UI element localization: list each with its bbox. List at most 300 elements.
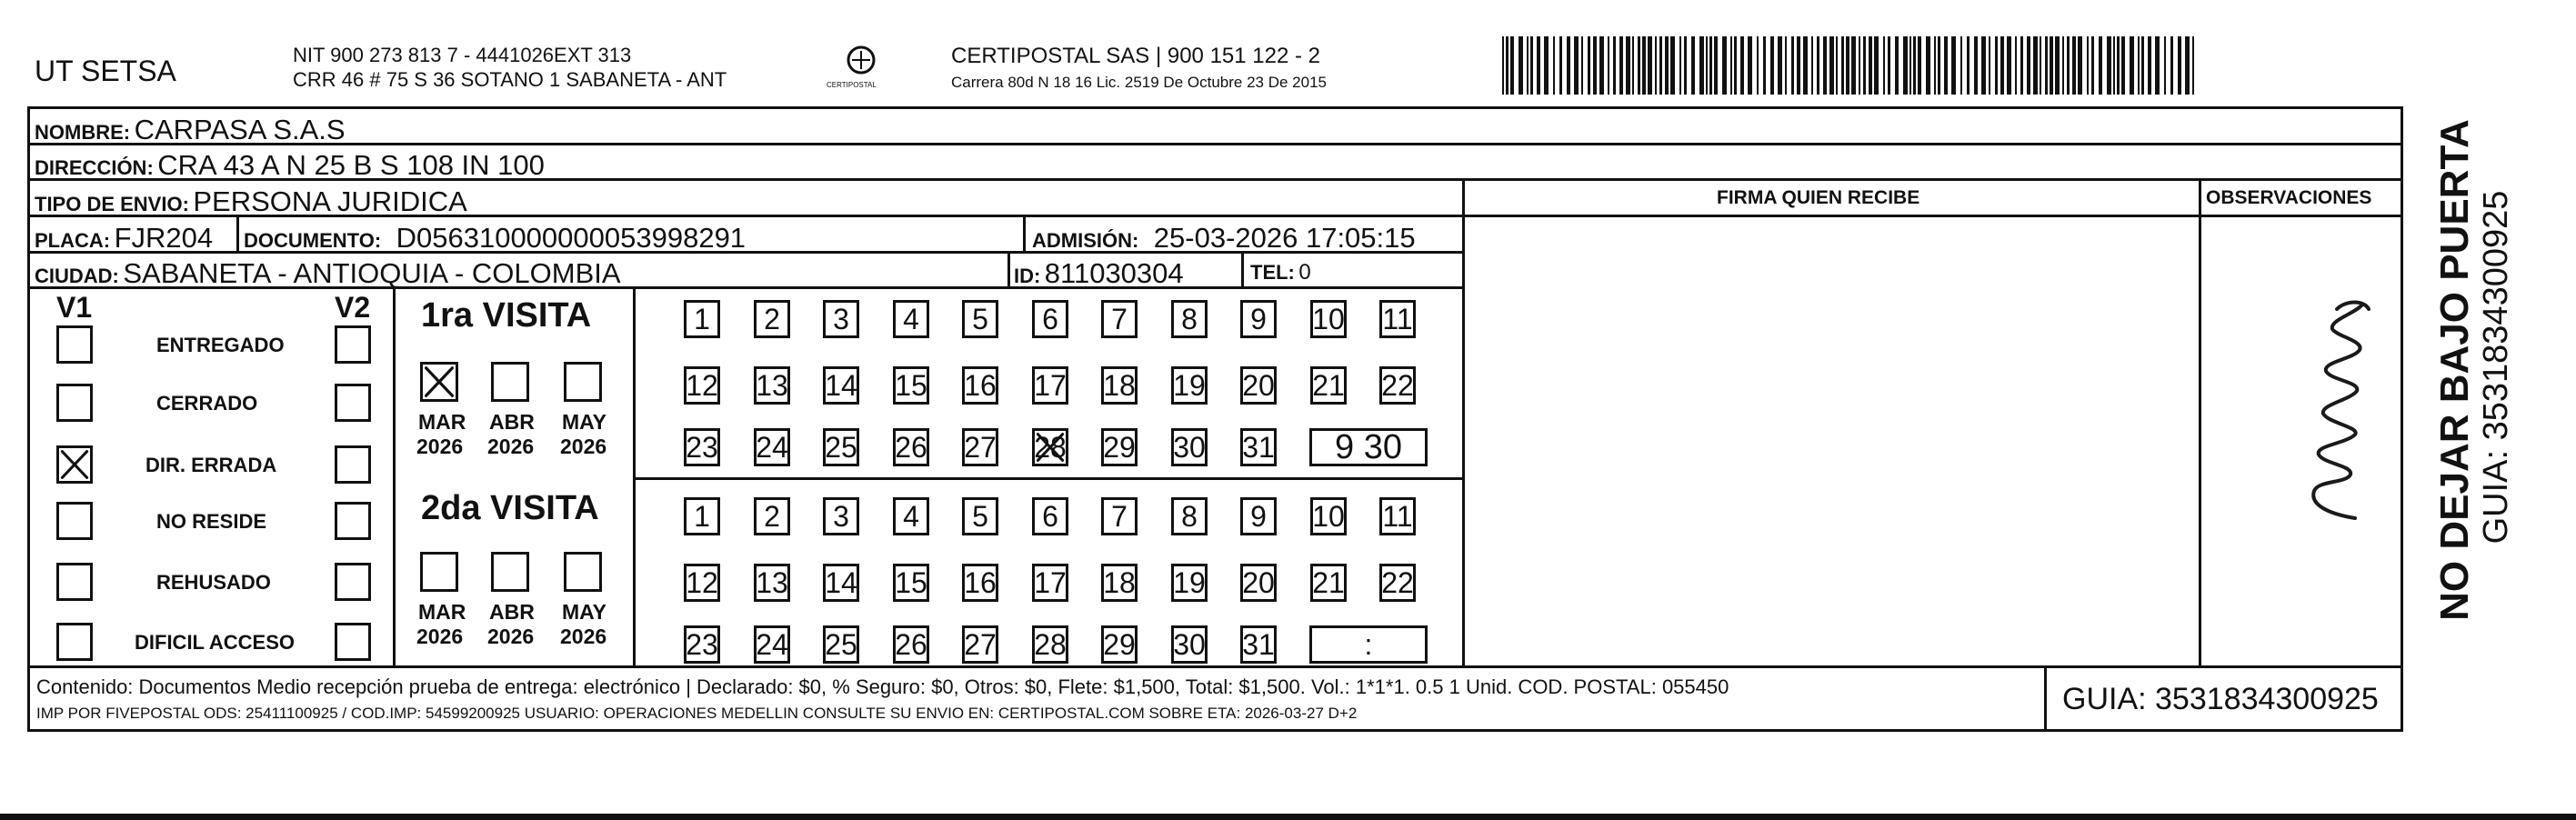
day-box-25[interactable] bbox=[823, 428, 859, 466]
year-label: 2026 bbox=[487, 435, 535, 458]
year-label: 2026 bbox=[560, 435, 607, 458]
day-box-23[interactable] bbox=[684, 428, 720, 466]
barcode-bar bbox=[1778, 36, 1782, 95]
admision-value: 25-03-2026 17:05:15 bbox=[1153, 222, 1416, 254]
year-label: 2026 bbox=[416, 435, 464, 458]
year-label: 2026 bbox=[487, 625, 535, 648]
day-number: 8 bbox=[1181, 302, 1198, 335]
day-box-6[interactable] bbox=[1032, 300, 1068, 338]
barcode bbox=[1502, 36, 2202, 95]
day-number: 22 bbox=[1381, 565, 1414, 599]
day-number: 9 bbox=[1250, 302, 1267, 335]
footer-line2: IMP POR FIVEPOSTAL ODS: 25411100925 / COD.IMP: 54599200925 USUARIO: OPERACIONES MEDELLIN CONSULTE SU ENVIO EN: CERTIPOSTAL.COM SOBRE ETA: 2026-03-27 D+2 bbox=[36, 705, 1358, 722]
day-box-9[interactable] bbox=[1240, 300, 1277, 338]
barcode-bar bbox=[2072, 36, 2076, 95]
month-label: MAR bbox=[418, 600, 466, 624]
second-visit-title: 2da VISITA bbox=[421, 489, 599, 527]
barcode-bar bbox=[1785, 36, 1787, 95]
day-box-16[interactable] bbox=[962, 366, 998, 405]
day-number: 9 bbox=[1250, 499, 1267, 533]
day-number: 19 bbox=[1173, 368, 1206, 402]
day-box-10[interactable] bbox=[1310, 497, 1347, 535]
barcode-bar bbox=[1599, 36, 1604, 95]
barcode-bar bbox=[2113, 36, 2115, 95]
tipo-envio-label: TIPO DE ENVIO: bbox=[35, 193, 189, 215]
day-box-24[interactable] bbox=[754, 625, 790, 664]
day-number: 12 bbox=[686, 565, 718, 599]
side-label bbox=[2410, 119, 2519, 645]
day-box-7[interactable] bbox=[1101, 497, 1138, 535]
barcode-bar bbox=[1588, 36, 1590, 95]
day-number: 11 bbox=[1382, 302, 1413, 335]
day-box-4[interactable] bbox=[893, 300, 929, 338]
observaciones-header: OBSERVACIONES bbox=[2206, 187, 2372, 208]
barcode-bar bbox=[1626, 36, 1630, 95]
placa-label: PLACA: bbox=[35, 229, 111, 252]
month-label: ABR bbox=[489, 600, 535, 624]
documento-field bbox=[244, 224, 746, 252]
logo-icon bbox=[832, 40, 890, 98]
day-box-20[interactable] bbox=[1240, 366, 1277, 405]
ciudad-label: CIUDAD: bbox=[35, 265, 119, 287]
admision-field bbox=[1032, 224, 1416, 252]
barcode-bar bbox=[2185, 36, 2190, 95]
day-number: 1 bbox=[694, 302, 710, 335]
barcode-bar bbox=[1981, 36, 1986, 95]
observation-handwriting bbox=[2273, 273, 2391, 545]
day-number: 30 bbox=[1173, 430, 1206, 464]
barcode-bar bbox=[1553, 36, 1555, 95]
day-box-16[interactable] bbox=[962, 564, 998, 602]
day-number: 4 bbox=[903, 499, 919, 533]
barcode-bar bbox=[1730, 36, 1732, 95]
barcode-bar bbox=[2033, 36, 2038, 95]
day-box-17[interactable] bbox=[1032, 366, 1068, 405]
barcode-bar bbox=[1670, 36, 1675, 95]
id-value: 811030304 bbox=[1044, 257, 1184, 289]
barcode-bar bbox=[2027, 36, 2030, 95]
day-box-26[interactable] bbox=[893, 625, 929, 664]
barcode-bar bbox=[2130, 36, 2134, 95]
barcode-bar bbox=[1811, 36, 1813, 95]
barcode-bar bbox=[1506, 36, 1509, 95]
day-number: 16 bbox=[964, 368, 997, 402]
day-box-29[interactable] bbox=[1101, 428, 1138, 466]
day-number: 25 bbox=[825, 430, 857, 464]
barcode-bar bbox=[1823, 36, 1827, 95]
barcode-bar bbox=[1537, 36, 1540, 95]
barcode-bar bbox=[1883, 36, 1885, 95]
day-number: 19 bbox=[1173, 565, 1206, 599]
day-box-20[interactable] bbox=[1240, 564, 1277, 602]
id-label: ID: bbox=[1014, 265, 1041, 287]
barcode-bar bbox=[1757, 36, 1759, 95]
x-mark-icon bbox=[1035, 431, 1066, 464]
x-mark-icon bbox=[423, 365, 456, 399]
day-number: 7 bbox=[1111, 302, 1128, 335]
barcode-bar bbox=[2015, 36, 2017, 95]
handwriting-icon bbox=[2273, 273, 2391, 545]
day-number: 26 bbox=[895, 430, 927, 464]
day-number: 14 bbox=[825, 565, 857, 599]
barcode-bar bbox=[1642, 36, 1646, 95]
month-checkbox-may[interactable] bbox=[564, 362, 602, 402]
barcode-bar bbox=[1763, 36, 1766, 95]
barcode-bar bbox=[1714, 36, 1718, 95]
barcode-bar bbox=[1938, 36, 1940, 95]
first-visit-title: 1ra VISITA bbox=[421, 296, 592, 335]
day-box-15[interactable] bbox=[893, 564, 929, 602]
barcode-bar bbox=[2000, 36, 2004, 95]
barcode-bar bbox=[1691, 36, 1695, 95]
company-nit: NIT 900 273 813 7 - 4441026EXT 313 bbox=[293, 44, 632, 66]
day-number: 15 bbox=[895, 565, 927, 599]
day-box-3[interactable] bbox=[823, 300, 859, 338]
placa-value: FJR204 bbox=[114, 222, 214, 254]
barcode-bar bbox=[2099, 36, 2102, 95]
month-label: MAY bbox=[562, 600, 606, 624]
barcode-bar bbox=[2155, 36, 2160, 95]
day-number: 31 bbox=[1242, 627, 1275, 661]
barcode-bar bbox=[1909, 36, 1911, 95]
barcode-bar bbox=[1989, 36, 1990, 95]
day-number: 1 bbox=[694, 499, 710, 533]
day-number: 11 bbox=[1382, 499, 1413, 533]
day-box-21[interactable] bbox=[1310, 564, 1347, 602]
barcode-bar bbox=[1846, 36, 1849, 95]
day-box-15[interactable] bbox=[893, 366, 929, 405]
barcode-bar bbox=[2178, 36, 2181, 95]
barcode-bar bbox=[1960, 36, 1962, 95]
barcode-bar bbox=[1829, 36, 1834, 95]
day-number: 13 bbox=[756, 565, 788, 599]
day-number: 28 bbox=[1034, 627, 1067, 661]
barcode-bar bbox=[1593, 36, 1597, 95]
tipo-envio-field bbox=[35, 187, 467, 215]
day-box-12[interactable] bbox=[684, 366, 720, 405]
barcode-bar bbox=[1817, 36, 1819, 95]
day-number: 5 bbox=[972, 499, 988, 533]
day-box-8[interactable] bbox=[1171, 300, 1208, 338]
barcode-bar bbox=[1944, 36, 1948, 95]
day-number: 5 bbox=[972, 302, 988, 335]
day-box-19[interactable] bbox=[1171, 564, 1208, 602]
barcode-bar bbox=[1869, 36, 1872, 95]
month-checkbox-may[interactable] bbox=[564, 552, 602, 592]
v1-header: V1 bbox=[56, 291, 93, 324]
barcode-bar bbox=[2091, 36, 2094, 95]
day-number: 8 bbox=[1181, 499, 1198, 533]
barcode-bar bbox=[1527, 36, 1529, 95]
day-number: 18 bbox=[1103, 565, 1136, 599]
day-box-11[interactable] bbox=[1379, 497, 1416, 535]
day-box-22[interactable] bbox=[1379, 366, 1416, 405]
day-number: 25 bbox=[825, 627, 857, 661]
year-label: 2026 bbox=[560, 625, 607, 648]
tel-field bbox=[1250, 262, 1311, 284]
month-checkbox-mar[interactable] bbox=[420, 362, 458, 402]
barcode-bar bbox=[1740, 36, 1744, 95]
day-box-13[interactable] bbox=[754, 366, 790, 405]
day-box-11[interactable] bbox=[1379, 300, 1416, 338]
barcode-bar bbox=[1841, 36, 1844, 95]
barcode-bar bbox=[1895, 36, 1899, 95]
day-number: 10 bbox=[1312, 302, 1345, 335]
barcode-bar bbox=[1648, 36, 1652, 95]
barcode-bar bbox=[1699, 36, 1704, 95]
status-label: NO RESIDE bbox=[156, 510, 267, 533]
day-box-30[interactable] bbox=[1171, 625, 1208, 664]
day-box-14[interactable] bbox=[823, 366, 859, 405]
barcode-bar bbox=[1567, 36, 1570, 95]
barcode-bar bbox=[1655, 36, 1657, 95]
barcode-bar bbox=[2045, 36, 2048, 95]
day-box-24[interactable] bbox=[754, 428, 790, 466]
direccion-value: CRA 43 A N 25 B S 108 IN 100 bbox=[157, 149, 545, 181]
status-label: ENTREGADO bbox=[156, 334, 285, 356]
placa-field bbox=[35, 224, 213, 252]
barcode-bar bbox=[1836, 36, 1838, 95]
day-number: 23 bbox=[686, 627, 718, 661]
day-number: 15 bbox=[895, 368, 927, 402]
day-number: 29 bbox=[1103, 627, 1136, 661]
barcode-bar bbox=[1863, 36, 1866, 95]
barcode-bar bbox=[1679, 36, 1681, 95]
barcode-bar bbox=[1903, 36, 1908, 95]
barcode-bar bbox=[2078, 36, 2082, 95]
day-box-29[interactable] bbox=[1101, 625, 1138, 664]
month-checkbox-abr[interactable] bbox=[491, 552, 529, 592]
day-box-23[interactable] bbox=[684, 625, 720, 664]
barcode-bar bbox=[1613, 36, 1616, 95]
ciudad-value: SABANETA - ANTIOQUIA - COLOMBIA bbox=[123, 257, 621, 289]
direccion-field bbox=[35, 151, 545, 179]
day-number: 12 bbox=[686, 368, 718, 402]
nombre-field bbox=[35, 115, 346, 144]
barcode-bar bbox=[1706, 36, 1708, 95]
day-number: 22 bbox=[1381, 368, 1414, 402]
barcode-bar bbox=[1934, 36, 1936, 95]
day-number: 17 bbox=[1034, 368, 1067, 402]
month-label: MAR bbox=[418, 410, 466, 434]
barcode-bar bbox=[1709, 36, 1712, 95]
barcode-bar bbox=[1559, 36, 1562, 95]
day-number: 7 bbox=[1111, 499, 1128, 533]
barcode-bar bbox=[1918, 36, 1921, 95]
barcode-bar bbox=[1659, 36, 1662, 95]
barcode-bar bbox=[1502, 36, 1504, 95]
barcode-bar bbox=[1913, 36, 1916, 95]
day-box-31[interactable] bbox=[1240, 428, 1277, 466]
day-box-27[interactable] bbox=[962, 625, 998, 664]
carrier-name: CERTIPOSTAL SAS | 900 151 122 - 2 bbox=[951, 44, 1320, 68]
documento-value: D056310000000053998291 bbox=[396, 222, 747, 254]
barcode-bar bbox=[1926, 36, 1930, 95]
barcode-bar bbox=[1748, 36, 1752, 95]
documento-label: DOCUMENTO: bbox=[244, 229, 382, 252]
tipo-envio-value: PERSONA JURIDICA bbox=[193, 185, 467, 217]
day-number: 6 bbox=[1042, 302, 1058, 335]
barcode-bar bbox=[2062, 36, 2064, 95]
day-number: 16 bbox=[964, 565, 997, 599]
barcode-bar bbox=[1510, 36, 1514, 95]
barcode-bar bbox=[2087, 36, 2089, 95]
day-box-30[interactable] bbox=[1171, 428, 1208, 466]
day-number: 30 bbox=[1173, 627, 1206, 661]
barcode-bar bbox=[1974, 36, 1978, 95]
day-box-1[interactable] bbox=[684, 300, 720, 338]
barcode-bar bbox=[1530, 36, 1533, 95]
day-number: 6 bbox=[1042, 499, 1058, 533]
barcode-bar bbox=[2007, 36, 2011, 95]
day-number: 21 bbox=[1312, 368, 1345, 402]
day-number: 3 bbox=[833, 499, 849, 533]
month-checkbox-mar[interactable] bbox=[420, 552, 458, 592]
tel-value: 0 bbox=[1298, 260, 1311, 285]
nombre-label: NOMBRE: bbox=[35, 121, 131, 144]
day-box-6[interactable] bbox=[1032, 497, 1068, 535]
v2-checkbox[interactable] bbox=[335, 445, 371, 484]
barcode-bar bbox=[1791, 36, 1794, 95]
v1-checkbox[interactable] bbox=[56, 502, 93, 540]
day-number: 24 bbox=[756, 430, 788, 464]
barcode-bar bbox=[1797, 36, 1800, 95]
day-number: 13 bbox=[756, 368, 788, 402]
time-box[interactable]: : bbox=[1309, 625, 1428, 664]
day-box-3[interactable] bbox=[823, 497, 859, 535]
barcode-bar bbox=[2050, 36, 2053, 95]
barcode-bar bbox=[2020, 36, 2023, 95]
day-box-9[interactable] bbox=[1240, 497, 1277, 535]
observation-text bbox=[2273, 273, 2274, 274]
admision-label: ADMISIÓN: bbox=[1032, 229, 1139, 252]
barcode-bar bbox=[1608, 36, 1609, 95]
day-number: 26 bbox=[895, 627, 927, 661]
day-box-28[interactable] bbox=[1032, 428, 1068, 466]
v2-checkbox[interactable] bbox=[335, 563, 371, 601]
day-box-25[interactable] bbox=[823, 625, 859, 664]
barcode-bar bbox=[1874, 36, 1879, 95]
day-number: 23 bbox=[686, 430, 718, 464]
month-checkbox-abr[interactable] bbox=[491, 362, 529, 402]
day-number: 2 bbox=[764, 499, 780, 533]
v2-checkbox[interactable] bbox=[335, 623, 371, 661]
company-name: UT SETSA bbox=[35, 55, 176, 87]
barcode-bar bbox=[2040, 36, 2041, 95]
footer-guia: GUIA: 3531834300925 bbox=[2062, 682, 2379, 716]
time-box[interactable]: 9 30 bbox=[1309, 428, 1428, 466]
day-box-10[interactable] bbox=[1310, 300, 1347, 338]
day-box-2[interactable] bbox=[754, 497, 790, 535]
footer-line1: Contenido: Documentos Medio recepción prueba de entrega: electrónico | Declarado: $0, % Seguro: $0, Otros: $0, Flete: $1,500, Total: $1,500. Vol.: 1*1*1. 0.5 1 Unid. COD. POSTAL: 055450 bbox=[36, 675, 1729, 698]
barcode-bar bbox=[1951, 36, 1956, 95]
v2-checkbox[interactable] bbox=[335, 502, 371, 540]
v1-checkbox[interactable] bbox=[56, 445, 93, 484]
day-number: 27 bbox=[964, 430, 997, 464]
day-box-5[interactable] bbox=[962, 300, 998, 338]
barcode-bar bbox=[2138, 36, 2140, 95]
side-guia: GUIA: 3531834300925 bbox=[2477, 190, 2515, 545]
v2-header: V2 bbox=[335, 291, 371, 324]
day-box-4[interactable] bbox=[893, 497, 929, 535]
day-number: 10 bbox=[1312, 499, 1345, 533]
day-box-5[interactable] bbox=[962, 497, 998, 535]
day-box-18[interactable] bbox=[1101, 366, 1138, 405]
v1-checkbox[interactable] bbox=[56, 384, 93, 422]
v2-checkbox[interactable] bbox=[335, 325, 371, 364]
carrier-address: Carrera 80d N 18 16 Lic. 2519 De Octubre 23 De 2015 bbox=[951, 74, 1327, 91]
id-field bbox=[1014, 259, 1184, 287]
day-box-1[interactable] bbox=[684, 497, 720, 535]
day-box-14[interactable] bbox=[823, 564, 859, 602]
day-box-21[interactable] bbox=[1310, 366, 1347, 405]
barcode-bar bbox=[1770, 36, 1774, 95]
barcode-bar bbox=[1544, 36, 1549, 95]
barcode-bar bbox=[1967, 36, 1970, 95]
day-box-7[interactable] bbox=[1101, 300, 1138, 338]
v1-checkbox[interactable] bbox=[56, 325, 93, 364]
v2-checkbox[interactable] bbox=[335, 384, 371, 422]
day-box-19[interactable] bbox=[1171, 366, 1208, 405]
barcode-bar bbox=[1581, 36, 1583, 95]
day-number: 3 bbox=[833, 302, 849, 335]
barcode-bar bbox=[1519, 36, 1523, 95]
barcode-bar bbox=[1638, 36, 1640, 95]
v1-checkbox[interactable] bbox=[56, 623, 93, 661]
status-label: DIFICIL ACCESO bbox=[135, 631, 296, 654]
status-label: CERRADO bbox=[156, 392, 258, 415]
certipostal-logo bbox=[827, 40, 890, 98]
barcode-bar bbox=[1619, 36, 1623, 95]
barcode-bar bbox=[2141, 36, 2144, 95]
barcode-bar bbox=[2192, 36, 2194, 95]
day-box-12[interactable] bbox=[684, 564, 720, 602]
month-label: MAY bbox=[562, 410, 606, 434]
day-box-22[interactable] bbox=[1379, 564, 1416, 602]
day-box-26[interactable] bbox=[893, 428, 929, 466]
day-number: 20 bbox=[1242, 565, 1275, 599]
nombre-value: CARPASA S.A.S bbox=[134, 114, 346, 145]
direccion-label: DIRECCIÓN: bbox=[35, 156, 154, 179]
day-box-18[interactable] bbox=[1101, 564, 1138, 602]
year-label: 2026 bbox=[416, 625, 464, 648]
status-label: DIR. ERRADA bbox=[145, 454, 277, 476]
day-box-31[interactable] bbox=[1240, 625, 1277, 664]
day-box-8[interactable] bbox=[1171, 497, 1208, 535]
barcode-bar bbox=[2164, 36, 2166, 95]
barcode-bar bbox=[1574, 36, 1579, 95]
barcode-bar bbox=[1734, 36, 1737, 95]
day-number: 28 bbox=[1034, 430, 1067, 464]
company-address: CRR 46 # 75 S 36 SOTANO 1 SABANETA - ANT bbox=[293, 68, 727, 91]
barcode-bar bbox=[1665, 36, 1669, 95]
day-number: 31 bbox=[1242, 430, 1275, 464]
barcode-bar bbox=[1684, 36, 1687, 95]
barcode-bar bbox=[1851, 36, 1856, 95]
day-number: 24 bbox=[756, 627, 788, 661]
day-box-28[interactable] bbox=[1032, 625, 1068, 664]
barcode-bar bbox=[1722, 36, 1727, 95]
v1-checkbox[interactable] bbox=[56, 563, 93, 601]
day-number: 20 bbox=[1242, 368, 1275, 402]
day-box-27[interactable] bbox=[962, 428, 998, 466]
ciudad-field bbox=[35, 259, 621, 287]
day-box-2[interactable] bbox=[754, 300, 790, 338]
day-box-17[interactable] bbox=[1032, 564, 1068, 602]
barcode-bar bbox=[1632, 36, 1634, 95]
day-box-13[interactable] bbox=[754, 564, 790, 602]
no-dejar-bajo-puerta: NO DEJAR BAJO PUERTA bbox=[2432, 119, 2477, 621]
